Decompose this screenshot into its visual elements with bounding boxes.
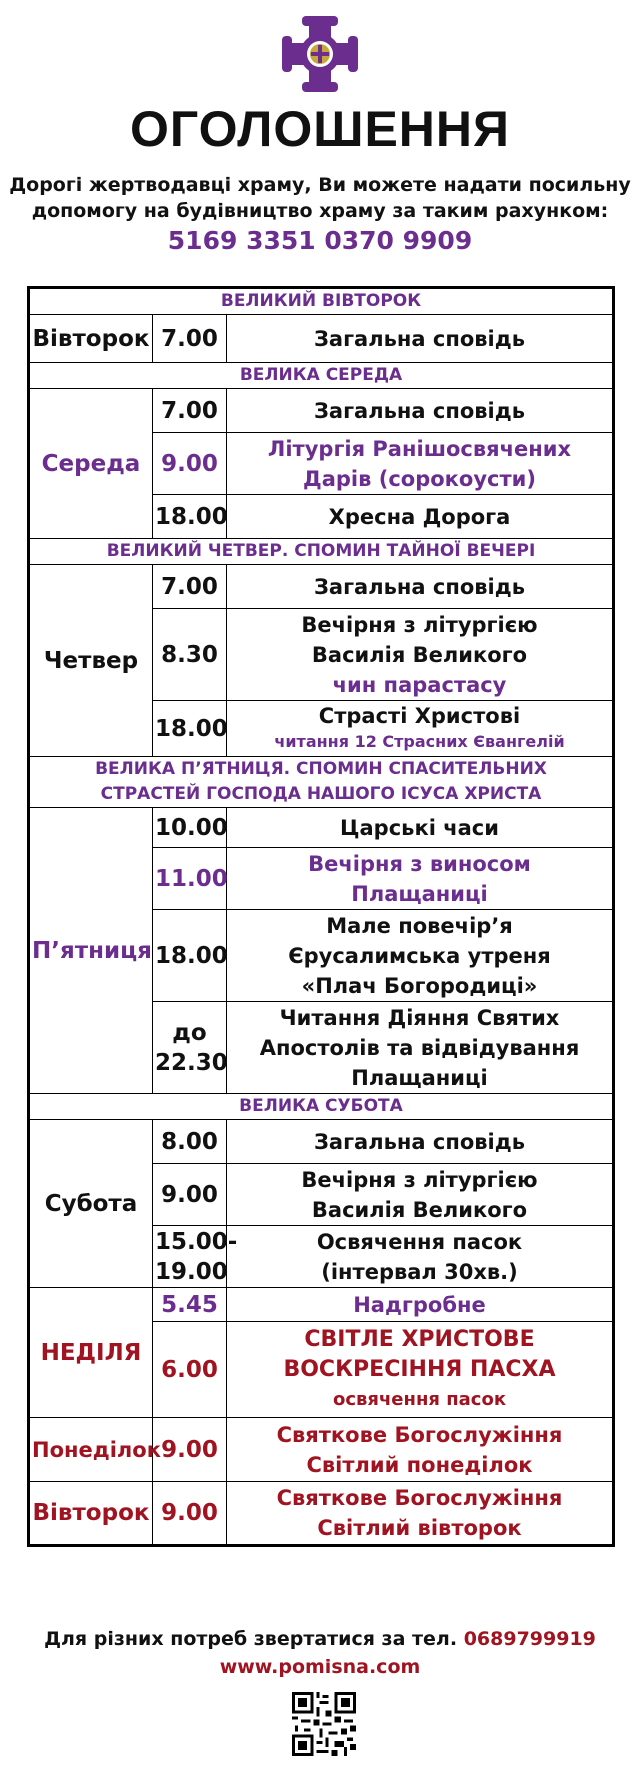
- event-note: чин парастасу: [332, 672, 507, 697]
- day-label: Понеділок: [29, 1418, 153, 1482]
- event-line: Єрусалимська утреня: [288, 943, 551, 968]
- event-note: читання 12 Страсних Євангелій: [274, 731, 565, 751]
- event-cell: [227, 1002, 614, 1094]
- contact-text: Для різних потреб звертатися за тел.: [44, 1628, 458, 1650]
- event-line: Василія Великого: [311, 1197, 528, 1222]
- section-tuesday: [29, 288, 614, 315]
- section-title: [29, 757, 614, 808]
- intro-line-1: Дорогі жертводавці храму, Ви можете надати посильну: [9, 174, 631, 196]
- intro-line-2: допомогу на будівництво храму за таким рахунком:: [31, 200, 609, 222]
- event-line: Освячення пасок: [316, 1229, 523, 1254]
- ornamental-cross-icon: [282, 16, 358, 92]
- event-line: Літургія Ранішосвячених: [267, 436, 572, 461]
- time-cell: 18.00: [153, 910, 227, 1002]
- time-line: 22.30: [155, 1049, 228, 1076]
- event-cell: [227, 848, 614, 910]
- event-cell: Загальна сповідь: [227, 315, 614, 363]
- event-cell: [227, 1226, 614, 1288]
- event-line: Апостолів та відвідування: [259, 1035, 580, 1060]
- schedule-row: [29, 808, 614, 848]
- event-line: Плащаниці: [351, 1065, 488, 1090]
- section-wednesday: [29, 363, 614, 389]
- event-cell: Загальна сповідь: [227, 565, 614, 609]
- event-line: Вечірня з літургією: [301, 1167, 538, 1192]
- day-label: НЕДІЛЯ: [29, 1288, 153, 1418]
- event-cell: [227, 1164, 614, 1226]
- event-line: Дарів (сорокоусти): [303, 466, 536, 491]
- event-line: Світлий вівторок: [317, 1516, 522, 1540]
- schedule-table: [27, 286, 615, 1547]
- schedule-row: [29, 1418, 614, 1482]
- schedule-row: [29, 1120, 614, 1164]
- time-cell: [153, 1002, 227, 1094]
- qr-code-icon: [292, 1692, 356, 1756]
- contact-line: [0, 1628, 640, 1650]
- event-cell: [227, 701, 614, 757]
- schedule-row: [29, 389, 614, 433]
- event-line: СВІТЛЕ ХРИСТОВЕ: [304, 1326, 535, 1352]
- event-line: Плащаниці: [351, 881, 488, 906]
- section-title: ВЕЛИКИЙ ЧЕТВЕР. СПОМИН ТАЙНОЇ ВЕЧЕРІ: [29, 539, 614, 565]
- schedule-row: [29, 565, 614, 609]
- event-cell: [227, 609, 614, 701]
- time-cell: 6.00: [153, 1322, 227, 1418]
- phone-number[interactable]: 0689799919: [463, 1628, 596, 1650]
- intro-text: [0, 172, 640, 224]
- event-line: Святкове Богослужіння: [276, 1486, 563, 1510]
- page-title: ОГОЛОШЕННЯ: [130, 101, 510, 157]
- time-cell: 9.00: [153, 433, 227, 495]
- section-title-line: ВЕЛИКА П’ЯТНИЦЯ. СПОМИН СПАСИТЕЛЬНИХ: [95, 759, 547, 779]
- website-link[interactable]: www.pomisna.com: [219, 1656, 421, 1678]
- event-line: Святкове Богослужіння: [276, 1422, 563, 1447]
- event-cell: [227, 910, 614, 1002]
- event-line: Василія Великого: [311, 642, 528, 667]
- day-label: П’ятниця: [29, 808, 153, 1094]
- time-cell: 9.00: [153, 1482, 227, 1546]
- day-label: Вівторок: [29, 315, 153, 363]
- time-cell: 18.00: [153, 701, 227, 757]
- section-title: ВЕЛИКА СУБОТА: [29, 1094, 614, 1120]
- time-cell: 9.00: [153, 1164, 227, 1226]
- schedule-row: [29, 315, 614, 363]
- section-title: ВЕЛИКА СЕРЕДА: [29, 363, 614, 389]
- time-cell: 9.00: [153, 1418, 227, 1482]
- event-line: (інтервал 30хв.): [321, 1259, 518, 1284]
- time-line: до: [172, 1019, 207, 1046]
- day-label: Четвер: [29, 565, 153, 757]
- time-cell: 8.30: [153, 609, 227, 701]
- day-label: Середа: [29, 389, 153, 539]
- time-cell: 5.45: [153, 1288, 227, 1322]
- account-number: 5169 3351 0370 9909: [167, 226, 473, 255]
- section-friday: [29, 757, 614, 808]
- event-note: освячення пасок: [332, 1388, 507, 1410]
- event-cell: Хресна Дорога: [227, 495, 614, 539]
- event-line: Вечірня з виносом: [308, 851, 531, 876]
- time-cell: 18.00: [153, 495, 227, 539]
- event-line: Мале повечір’я: [326, 913, 513, 938]
- event-line: «Плач Богородиці»: [301, 973, 538, 998]
- time-cell: 7.00: [153, 389, 227, 433]
- time-line: 15.00-: [155, 1228, 238, 1255]
- event-cell: Царські часи: [227, 808, 614, 848]
- event-cell: Загальна сповідь: [227, 1120, 614, 1164]
- time-line: 19.00: [155, 1258, 228, 1285]
- time-cell: 8.00: [153, 1120, 227, 1164]
- time-cell: 7.00: [153, 565, 227, 609]
- event-line: Страсті Христові: [318, 703, 521, 728]
- section-thursday: [29, 539, 614, 565]
- event-cell: Загальна сповідь: [227, 389, 614, 433]
- day-label: Вівторок: [29, 1482, 153, 1546]
- event-cell: Надгробне: [227, 1288, 614, 1322]
- event-cell: [227, 1322, 614, 1418]
- time-cell: [153, 1226, 238, 1288]
- time-cell: 7.00: [153, 315, 227, 363]
- event-cell: [227, 433, 614, 495]
- section-title-line: СТРАСТЕЙ ГОСПОДА НАШОГО ІСУСА ХРИСТА: [100, 784, 542, 804]
- section-title: ВЕЛИКИЙ ВІВТОРОК: [29, 288, 614, 315]
- schedule-row: [29, 1482, 614, 1546]
- event-line: Світлий понеділок: [306, 1452, 533, 1477]
- event-line: Вечірня з літургією: [301, 612, 538, 637]
- schedule-row: [29, 1288, 614, 1322]
- event-line: Читання Діяння Святих: [279, 1005, 560, 1030]
- time-cell: 10.00: [153, 808, 227, 848]
- event-line: ВОСКРЕСІННЯ ПАСХА: [283, 1356, 556, 1382]
- event-cell: [227, 1482, 614, 1546]
- event-cell: [227, 1418, 614, 1482]
- section-saturday: [29, 1094, 614, 1120]
- time-cell: 11.00: [153, 848, 227, 910]
- day-label: Субота: [29, 1120, 153, 1288]
